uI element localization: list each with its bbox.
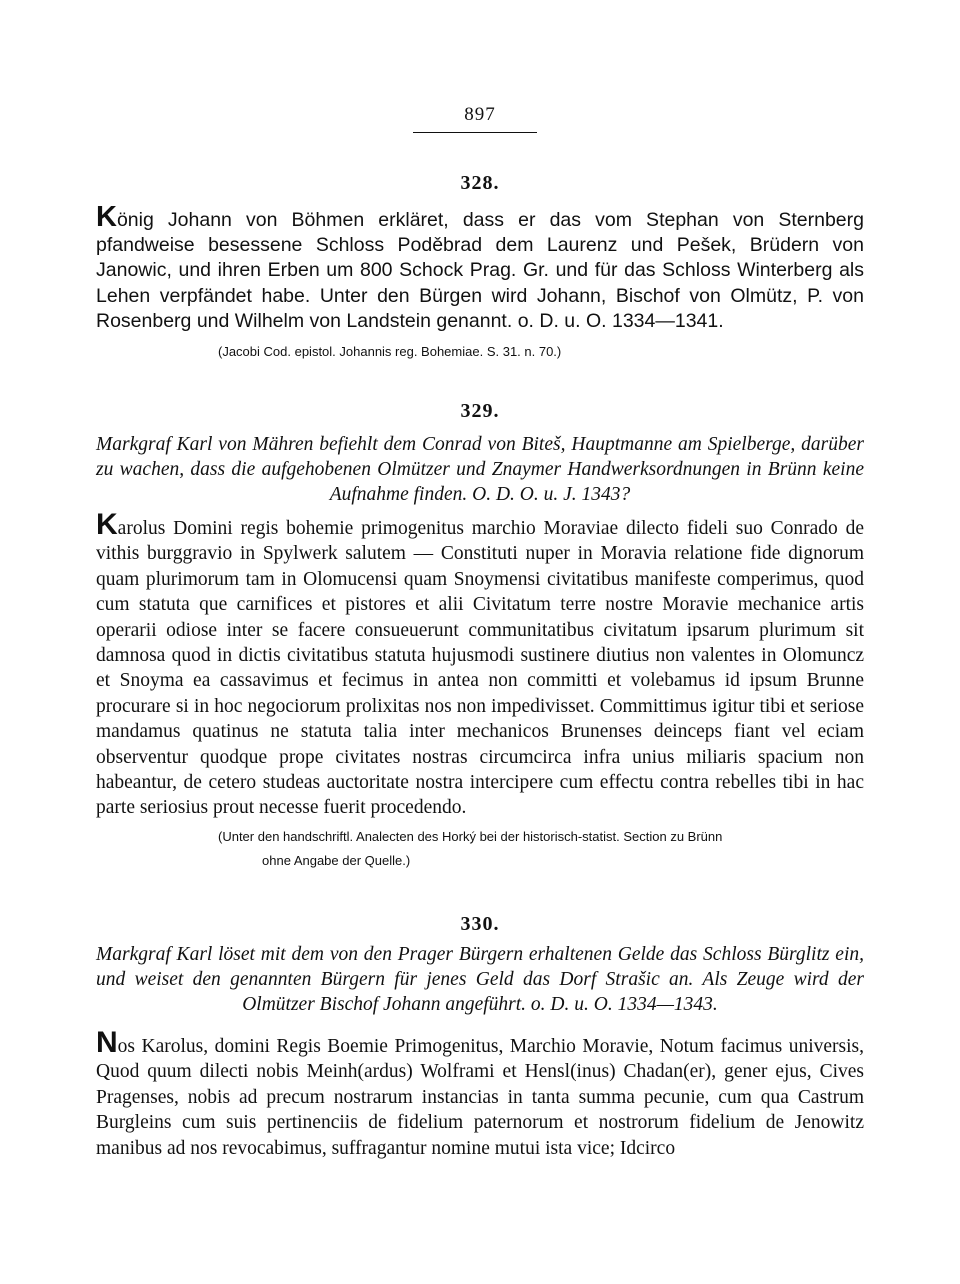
entry-number-329: 329. — [460, 400, 500, 422]
entry-number-328: 328. — [460, 172, 500, 194]
entry-329-source-line-1: (Unter den handschriftl. Analecten des Horký bei der historisch-statist. Section zu Brünn — [218, 829, 723, 844]
entry-328-source: (Jacobi Cod. epistol. Johannis reg. Bohemiae. S. 31. n. 70.) — [218, 344, 562, 359]
entry-328-body: önig Johann von Böhmen erkläret, dass er das vom Stephan von Sternberg pfandweise besessene Schloss Poděbrad dem Laurenz und Pešek, Brüdern von Janowic, und ihren Erben um 800 Schock Prag. Gr. und für das Schloss Winterberg als Lehen verpfändet habe. Unter den Bürgen wird Johann, Bischof von Olmütz, P. von Rosenberg und Wilhelm von Landstein genannt. o. D. u. O. 1334—1341. — [96, 209, 864, 332]
entry-330-body: os Karolus, domini Regis Boemie Primogenitus, Marchio Moravie, Notum facimus universis, Quod quum dilecti nobis Meinh(ardus) Wolframi et Hensl(inus) Chadan(er), gener ejus, Cives Pragenses, nobis ad precum nostrarum instancias in tanta summa pecunie, cum qua Castrum Burgleins cum suis pertinenciis de fidelium paternorum et nostrorum fidelium de Jenowitz manibus ad nos revocabimus, suffragantur nomine mutui ista vice; Idcirco — [96, 1036, 864, 1159]
entry-330-summary: Markgraf Karl löset mit dem von den Prager Bürgern erhaltenen Gelde das Schloss Bürglitz ein, und weiset den genannten Bürgern für jenes Geld das Dorf Strašic an. Als Zeuge wird der Olmützer Bischof Johann angeführt. o. D. u. O. 1334—1343. — [96, 944, 864, 1016]
page-number: 897 — [464, 104, 496, 125]
entry-329-summary: Markgraf Karl von Mähren befiehlt dem Conrad von Biteš, Hauptmanne am Spielberge, darüber zu wachen, dass die aufgehobenen Olmützer und Znaymer Handwerksordnungen in Brünn keine Aufnahme finden. O. D. O. u. J. 1343? — [96, 434, 864, 506]
drop-initial: K — [96, 201, 117, 233]
entry-330-text — [96, 1026, 864, 1161]
entry-329-source-line-2: ohne Angabe der Quelle.) — [262, 853, 411, 868]
entry-329-text — [96, 508, 864, 821]
entry-329-body: arolus Domini regis bohemie primogenitus marchio Moraviae dilecto fideli suo Conrado de vithis burggravio in Spylwerk salutem — Constituti nuper in Moravia relatione fide dignorum quam plurimorum tam in Olomucensi quam Snoymensi civitatibus manifeste comperimus, quod cum statuta que carnifices et pistores et alii Civitatum terre nostre Moravie mechanice artis operarii odiose inter se facere consueuerunt communitatibus civitatum ipsarum plurimum sit damnosa quod in dictis civitatibus statuta hujusmodi sustinere diutius non valentes in Olomuncz et Snoyma ea cassavimus et fecimus in antea non committi et volebamus id ipsum Brunne procurare si in hoc negociorum prolixitas nos non impedivisset. Committimus igitur tibi et seriose mandamus quatinus ne statuta talia inter mechanicos Brunenses deinceps fiant vel eciam observentur quodque prope civitates nostras circumcirca infra unius miliaris spacium non habeantur, de cetero studeas auctoritate nostra intercipere cum effectu contra rebelles tibi in hac parte seriosius prout necesse fuerit procedendo. — [96, 518, 864, 819]
document-page — [96, 0, 864, 1284]
drop-initial: K — [96, 508, 118, 541]
drop-initial: N — [96, 1026, 118, 1059]
entry-number-330: 330. — [460, 913, 500, 935]
header-rule — [413, 132, 537, 133]
entry-328-text — [96, 201, 864, 334]
